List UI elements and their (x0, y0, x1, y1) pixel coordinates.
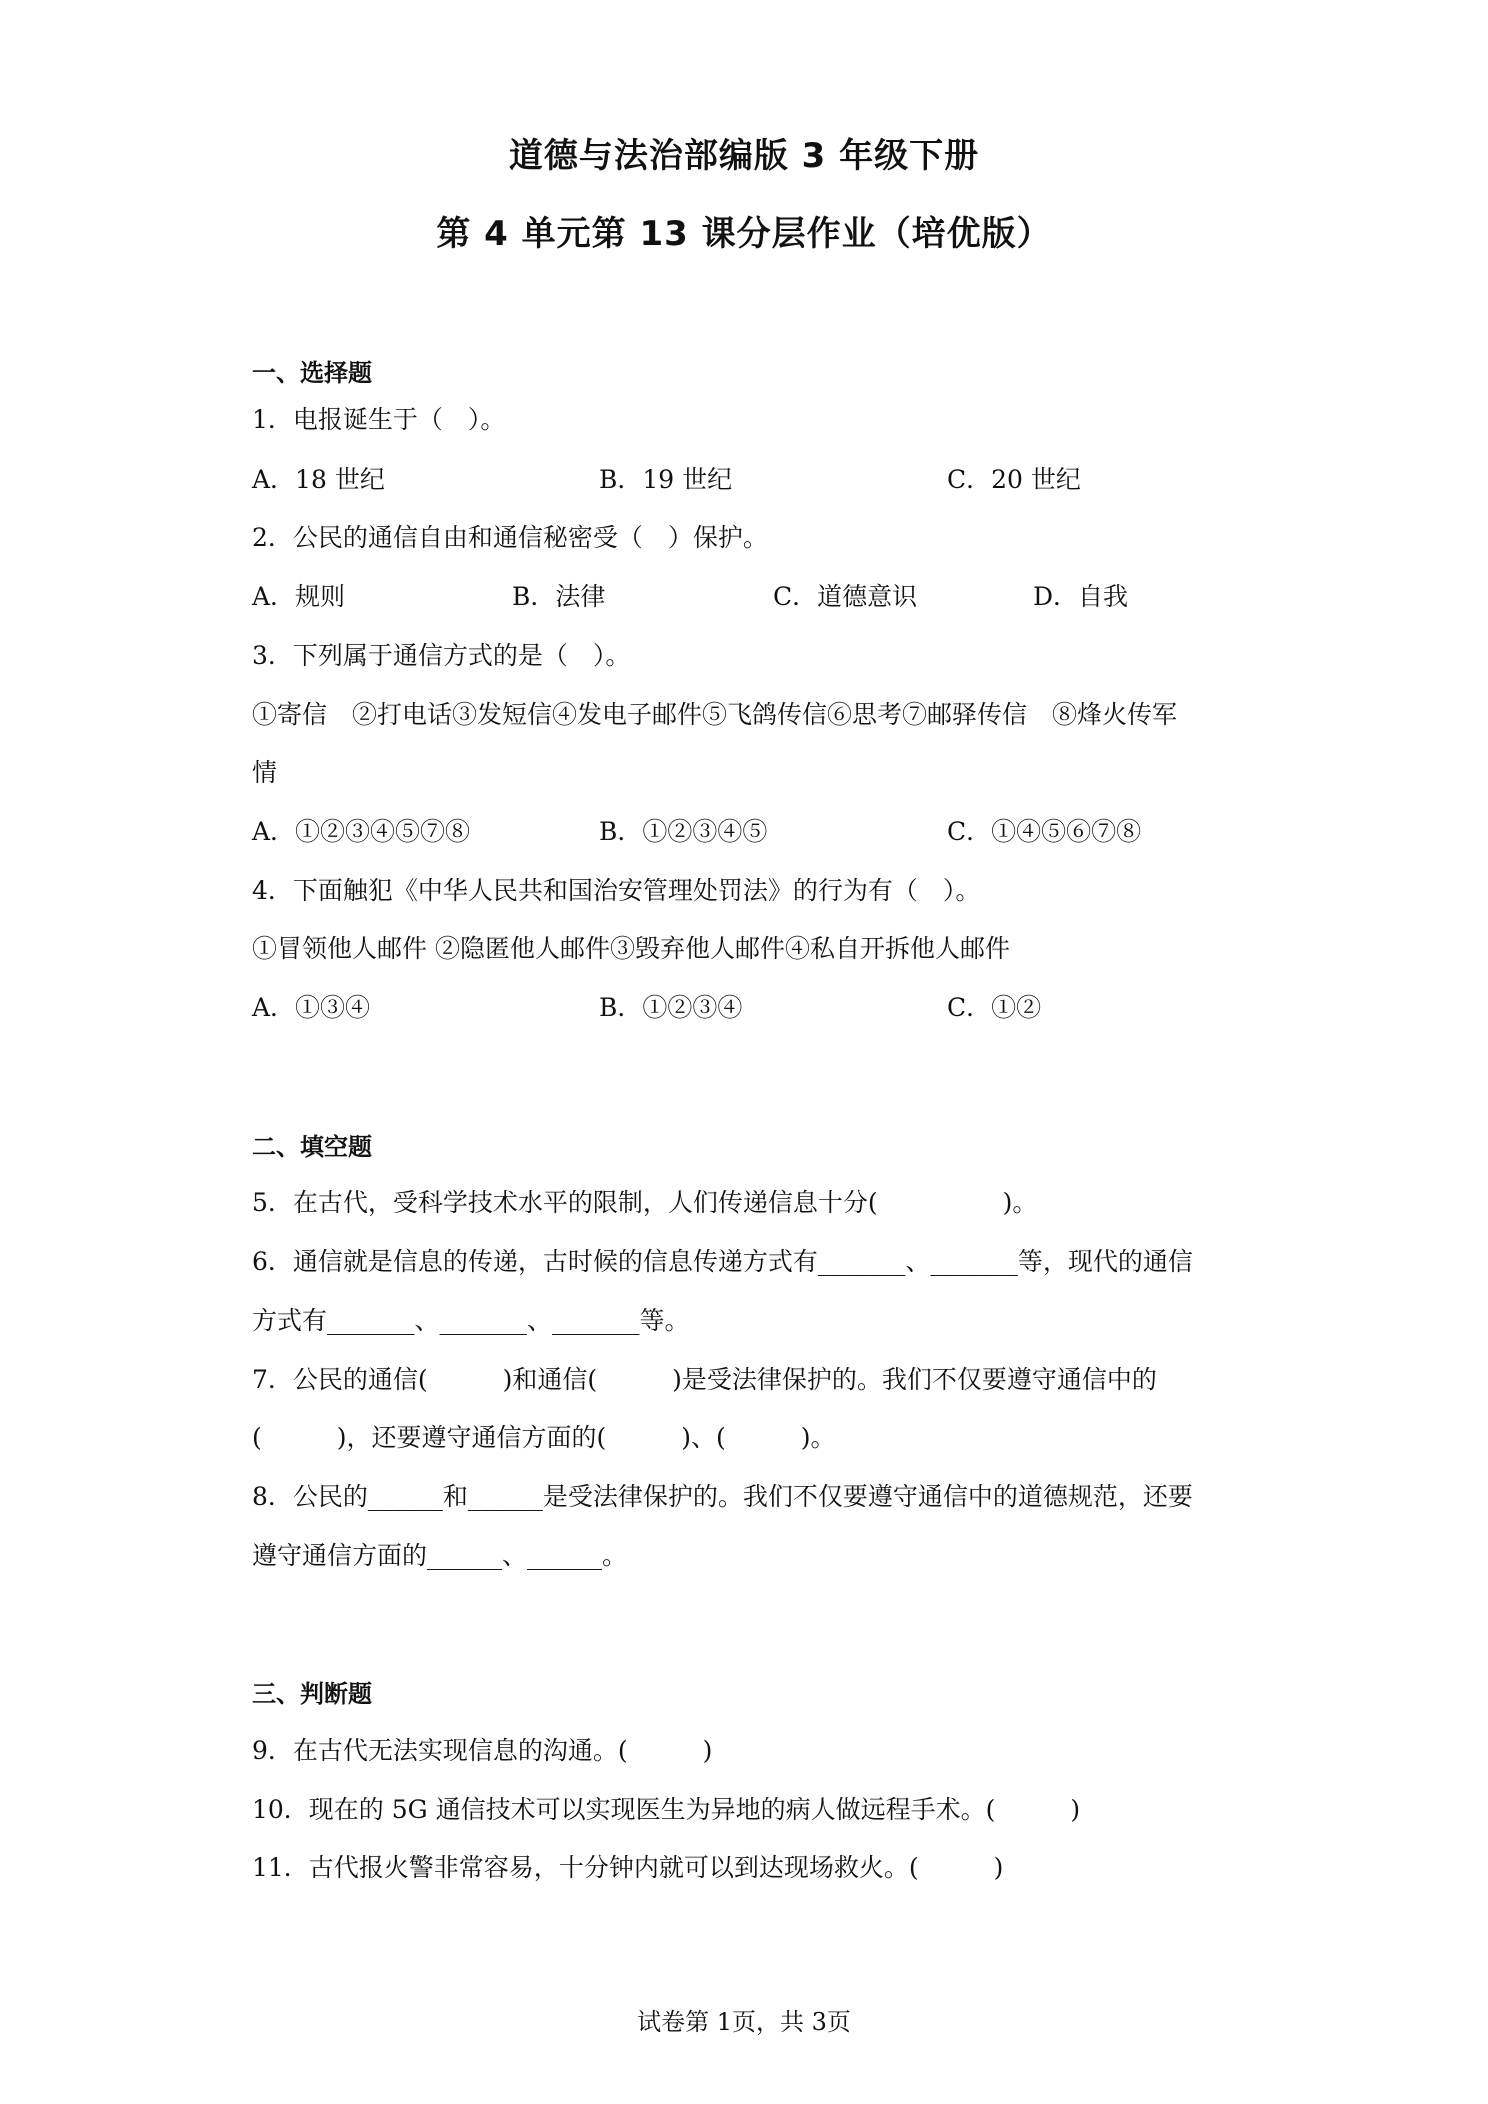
question-4-option-b: B．①②③④ (599, 993, 743, 1022)
section-heading-judge: 三、判断题 (252, 1680, 372, 1708)
page-title: 道德与法治部编版 3 年级下册 (508, 136, 980, 176)
question-4-items: ①冒领他人邮件 ②隐匿他人邮件③毁弃他人邮件④私自开拆他人邮件 (252, 934, 1010, 963)
question-11: 11．古代报火警非常容易，十分钟内就可以到达现场救火。( ) (252, 1853, 1004, 1882)
question-2-stem: 2．公民的通信自由和通信秘密受（ ）保护。 (252, 523, 768, 552)
section-heading-choice: 一、选择题 (252, 359, 372, 387)
question-8-line2: 遵守通信方面的______、______。 (252, 1541, 628, 1570)
question-5: 5．在古代，受科学技术水平的限制，人们传递信息十分( )。 (252, 1188, 1038, 1217)
question-1-option-b: B．19 世纪 (599, 465, 733, 494)
question-3-stem: 3．下列属于通信方式的是（ ）。 (252, 641, 631, 670)
question-2-option-b: B．法律 (512, 582, 606, 611)
question-2-option-c: C．道德意识 (773, 582, 918, 611)
question-1-stem: 1．电报诞生于（ ）。 (252, 405, 506, 434)
question-3-items-line1: ①寄信 ②打电话③发短信④发电子邮件⑤飞鸽传信⑥思考⑦邮驿传信 ⑧烽火传军 (252, 700, 1178, 729)
question-2-option-d: D．自我 (1033, 582, 1129, 611)
question-1-option-a: A．18 世纪 (252, 465, 385, 494)
page-footer: 试卷第 1页，共 3页 (637, 2008, 851, 2036)
question-2-option-a: A．规则 (252, 582, 346, 611)
question-7-line2: ( )，还要遵守通信方面的( )、( )。 (252, 1423, 836, 1452)
question-6-line1: 6．通信就是信息的传递，古时候的信息传递方式有_______、_______等，现代的通信 (252, 1247, 1193, 1276)
section-heading-fill: 二、填空题 (252, 1133, 372, 1161)
question-3-option-b: B．①②③④⑤ (599, 817, 768, 846)
question-3-option-c: C．①④⑤⑥⑦⑧ (947, 817, 1142, 846)
question-3-items-line2: 情 (252, 758, 278, 787)
question-4-option-c: C．①② (947, 993, 1042, 1022)
question-4-option-a: A．①③④ (252, 993, 371, 1022)
question-8-line1: 8．公民的______和______是受法律保护的。我们不仅要遵守通信中的道德规范，还要 (252, 1482, 1193, 1511)
question-6-line2: 方式有_______、_______、_______等。 (252, 1306, 690, 1335)
question-3-option-a: A．①②③④⑤⑦⑧ (252, 817, 471, 846)
page-subtitle: 第 4 单元第 13 课分层作业（培优版） (436, 214, 1052, 254)
question-10: 10．现在的 5G 通信技术可以实现医生为异地的病人做远程手术。( ) (252, 1795, 1081, 1824)
question-9: 9．在古代无法实现信息的沟通。( ) (252, 1736, 713, 1765)
question-7-line1: 7．公民的通信( )和通信( )是受法律保护的。我们不仅要遵守通信中的 (252, 1365, 1157, 1394)
question-1-option-c: C．20 世纪 (947, 465, 1081, 494)
question-4-stem: 4．下面触犯《中华人民共和国治安管理处罚法》的行为有（ ）。 (252, 876, 981, 905)
